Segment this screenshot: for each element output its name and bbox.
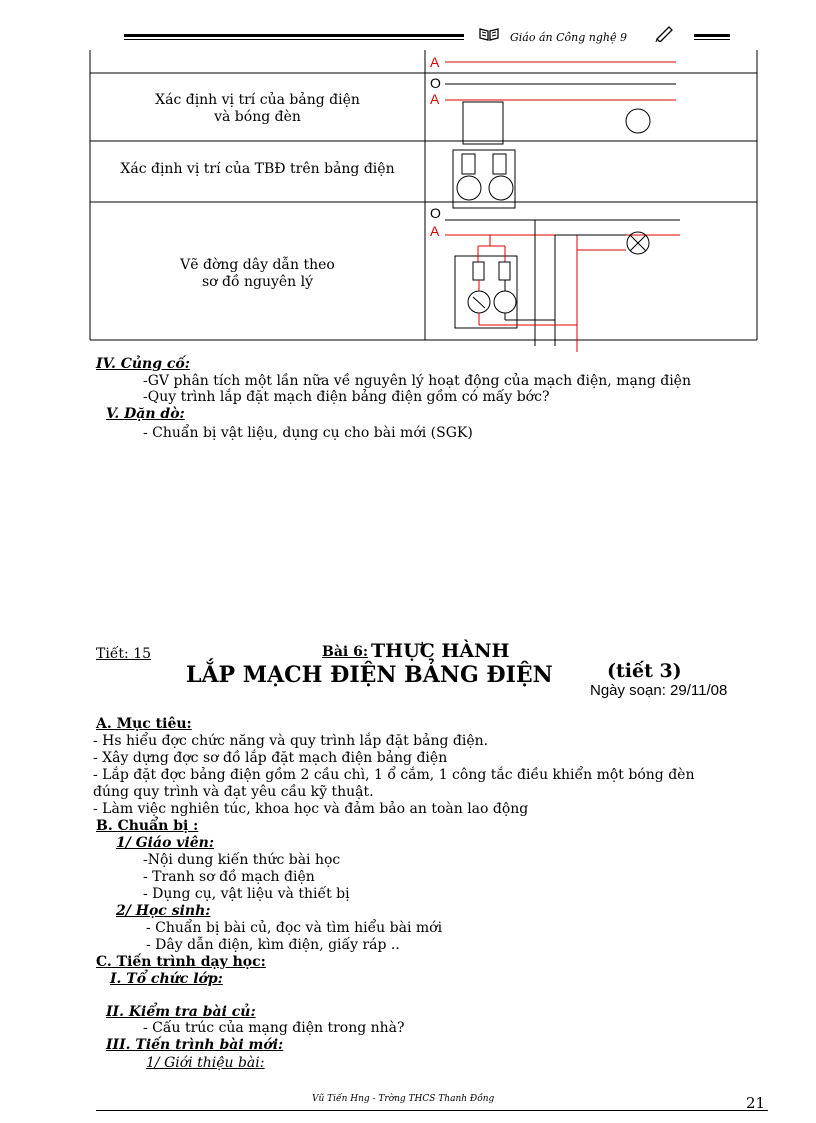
row-label-line: Vẽ đờng dây dẫn theo: [180, 257, 335, 273]
homework-heading: V. Dặn dò:: [106, 406, 185, 422]
table-row-label: [90, 161, 425, 178]
lesson-title-suffix: (tiết 3): [607, 660, 682, 682]
review-item: -Quy trình lắp đặt mạch điện bảng điện gồm có mấy bớc?: [143, 389, 550, 405]
phase-label-o: O: [430, 75, 441, 91]
lesson-title: LẮP MẠCH ĐIỆN BẢNG ĐIỆN: [186, 662, 553, 688]
page-number: 21: [746, 1094, 766, 1112]
row-label-line: Xác định vị trí của TBĐ trên bảng điện: [120, 161, 395, 177]
lesson-period: Tiết: 15: [96, 646, 152, 662]
lesson-date: Ngày soạn: 29/11/08: [590, 682, 728, 699]
student-heading: 2/ Học sinh:: [116, 903, 211, 919]
student-item: - Chuẩn bị bài củ, đọc và tìm hiểu bài mới: [146, 920, 443, 936]
phase-label-a: A: [430, 91, 440, 107]
check-heading: II. Kiểm tra bài củ:: [106, 1004, 256, 1020]
process-heading: C. Tiến trình dạy học:: [96, 954, 266, 970]
table-row-label: [90, 257, 425, 291]
homework-item: - Chuẩn bị vật liệu, dụng cụ cho bài mới (SGK): [143, 425, 473, 441]
table-grid: [0, 0, 816, 360]
student-item: - Dây dẫn điện, kìm điện, giấy ráp ..: [146, 937, 400, 953]
teacher-heading: 1/ Giáo viên:: [116, 835, 214, 851]
objective-item: - Hs hiểu đợc chức năng và quy trình lắp đặt bảng điện.: [93, 733, 489, 749]
objective-item: - Làm việc nghiên túc, khoa học và đảm bảo an toàn lao động: [93, 801, 529, 817]
header-title: Giáo án Công nghệ 9: [510, 31, 627, 44]
check-item: - Cấu trúc của mạng điện trong nhà?: [143, 1020, 405, 1036]
org-heading: I. Tổ chức lớp:: [110, 971, 223, 987]
objective-item: - Lắp đặt đợc bảng điện gồm 2 cầu chì, 1 ổ cắm, 1 công tắc điều khiển một bóng đèn: [93, 767, 695, 783]
footer-author: Vũ Tiến Hng - Trờng THCS Thanh Đồng: [312, 1094, 495, 1104]
objective-item: - Xây dựng đợc sơ đồ lắp đặt mạch điện bảng điện: [93, 750, 448, 766]
phase-label-a: A: [430, 54, 440, 70]
review-heading: IV. Củng cố:: [96, 356, 190, 372]
lesson-practice: THỰC HÀNH: [371, 640, 510, 662]
objective-item: đúng quy trình và đạt yêu cầu kỹ thuật.: [93, 784, 374, 800]
teacher-item: - Tranh sơ đồ mạch điện: [143, 869, 315, 885]
row-label-line: sơ đồ nguyên lý: [201, 274, 314, 290]
teacher-item: - Dụng cụ, vật liệu và thiết bị: [143, 886, 350, 902]
objectives-heading: A. Mục tiêu:: [96, 716, 192, 732]
phase-label-a: A: [430, 223, 440, 239]
new-lesson-heading: III. Tiến trình bài mới:: [106, 1037, 284, 1053]
row-label-line: và bóng đèn: [214, 109, 301, 125]
row-label-line: Xác định vị trí của bảng điện: [155, 92, 360, 108]
lesson-number: Bài 6:: [322, 644, 369, 660]
table-row-label: [90, 92, 425, 126]
review-item: -GV phân tích một lần nữa về nguyên lý hoạt động của mạch điện, mạng điện: [143, 373, 691, 389]
teacher-item: -Nội dung kiến thức bài học: [143, 852, 341, 868]
footer-rule: [96, 1110, 768, 1111]
preparation-heading: B. Chuẩn bị :: [96, 818, 199, 834]
intro-heading: 1/ Giới thiệu bài:: [146, 1055, 265, 1071]
phase-label-o: O: [430, 205, 441, 221]
